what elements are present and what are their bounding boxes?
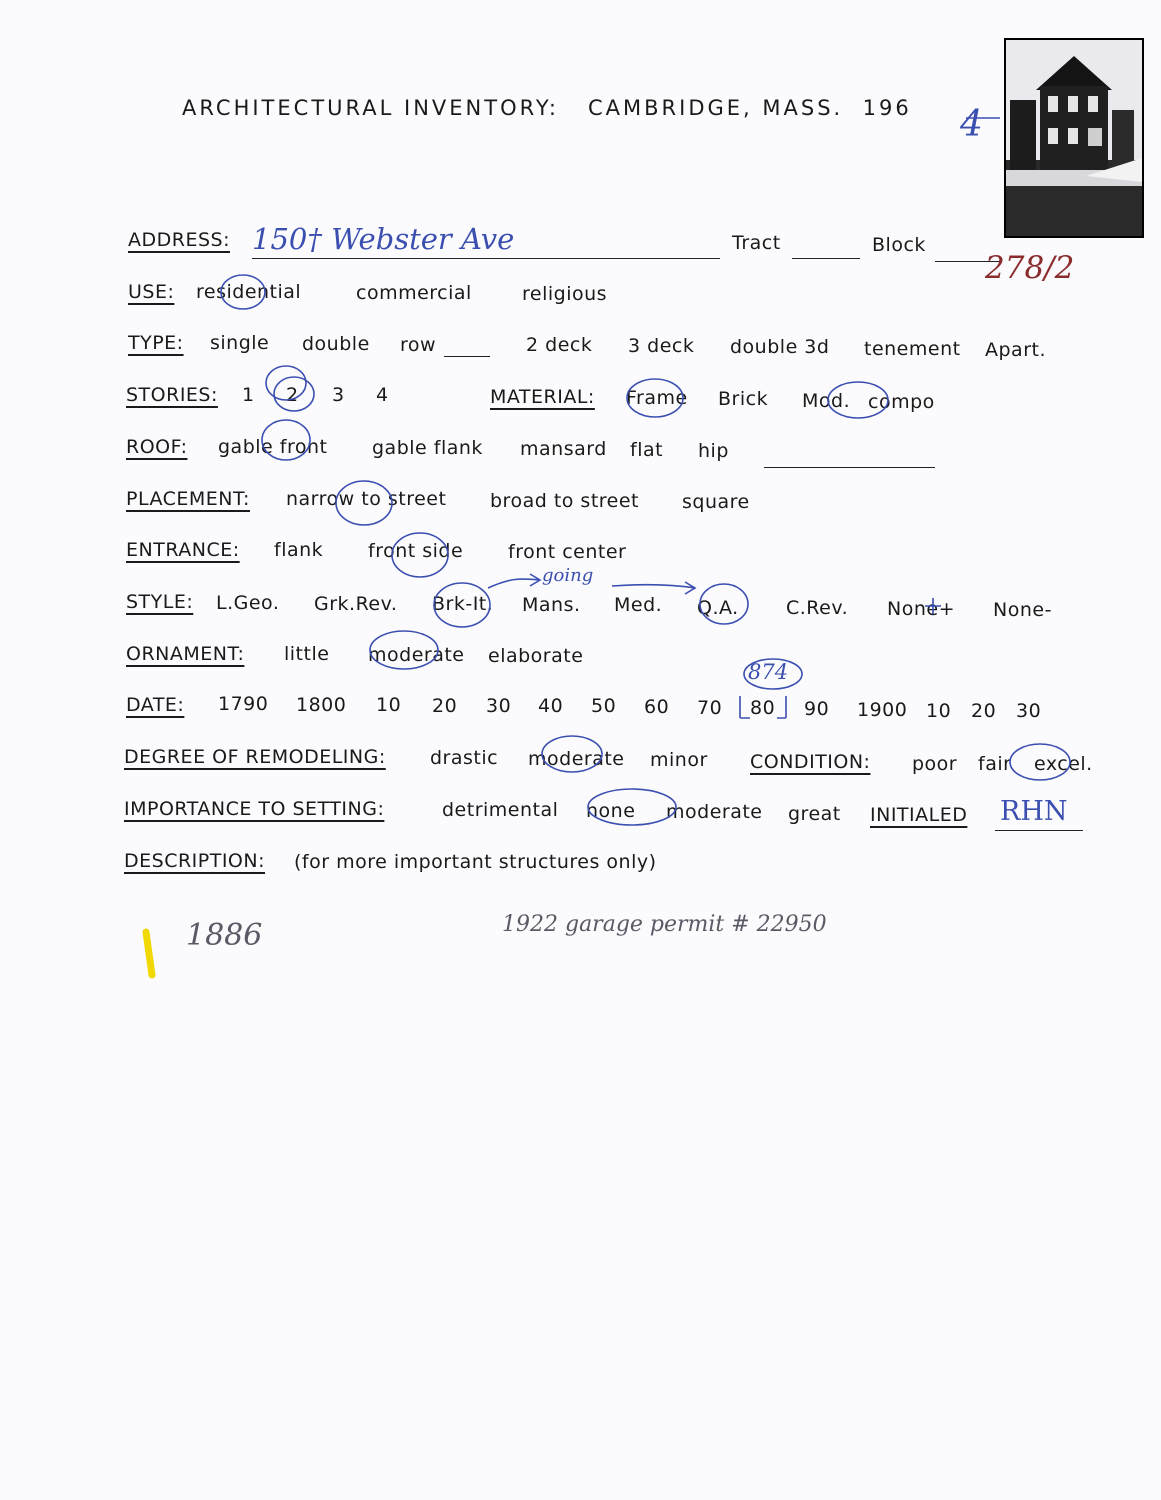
- remodeling-option-drastic: drastic: [430, 747, 499, 769]
- date-option-1790: 1790: [218, 693, 269, 715]
- style-label: STYLE:: [126, 591, 194, 613]
- remodeling-label: DEGREE OF REMODELING:: [124, 746, 386, 768]
- description-hand-permit: 1922 garage permit # 22950: [502, 912, 827, 937]
- roof-option-hip: hip: [698, 440, 729, 462]
- placement-option-square: square: [682, 491, 750, 513]
- entrance-option-front-side: front side: [368, 540, 464, 562]
- importance-option-moderate: moderate: [666, 801, 763, 823]
- entrance-option-front-center: front center: [508, 541, 627, 563]
- stories-option-4: 4: [376, 384, 389, 406]
- circle-qa: [700, 584, 748, 624]
- date-option-30a: 30: [486, 695, 512, 717]
- roof-option-gable-flank: gable flank: [372, 437, 483, 459]
- roof-option-mansard: mansard: [520, 438, 607, 460]
- initialed-value: RHN: [1000, 796, 1068, 827]
- type-option-tenement: tenement: [864, 338, 961, 360]
- circle-stories-2: [274, 377, 314, 411]
- initialed-label: INITIALED: [870, 804, 968, 826]
- style-option-qa: Q.A.: [697, 597, 739, 619]
- material-option-mod: Mod.: [802, 390, 851, 412]
- type-option-double3d: double 3d: [730, 336, 830, 358]
- tract-label: Tract: [732, 232, 781, 254]
- condition-label: CONDITION:: [750, 751, 871, 773]
- type-option-double: double: [302, 333, 370, 355]
- yellow-highlight-mark: [146, 932, 152, 975]
- roof-option-gable-front: gable front: [218, 436, 328, 458]
- circle-double: [266, 366, 306, 400]
- type-option-apart: Apart.: [985, 339, 1047, 361]
- importance-label: IMPORTANCE TO SETTING:: [124, 798, 385, 820]
- style-option-lgeo: L.Geo.: [216, 592, 280, 614]
- material-option-frame: Frame: [626, 387, 688, 409]
- description-label: DESCRIPTION:: [124, 850, 266, 872]
- stories-option-2: 2: [286, 384, 299, 406]
- form-city: CAMBRIDGE, MASS.: [588, 96, 844, 120]
- address-value: 150† Webster Ave: [252, 222, 515, 256]
- arrow-going-2: [612, 582, 695, 594]
- date-option-10b: 10: [926, 700, 952, 722]
- use-option-religious: religious: [522, 283, 608, 305]
- date-option-1900: 1900: [857, 699, 908, 721]
- block-label: Block: [872, 234, 926, 256]
- date-hand-note: 874: [748, 660, 789, 684]
- placement-option-narrow: narrow to street: [286, 488, 447, 510]
- date-option-80: 80: [750, 697, 776, 719]
- date-option-30b: 30: [1016, 700, 1042, 722]
- style-option-med: Med.: [614, 594, 663, 616]
- ornament-label: ORNAMENT:: [126, 643, 245, 665]
- importance-option-none: none: [586, 800, 636, 822]
- description-hand-year: 1886: [186, 918, 263, 953]
- style-option-crev: C.Rev.: [786, 597, 849, 619]
- style-hand-note: going: [542, 565, 594, 586]
- date-label: DATE:: [126, 694, 185, 716]
- type-option-2deck: 2 deck: [526, 334, 593, 356]
- ornament-option-moderate: moderate: [368, 644, 465, 666]
- date-option-20a: 20: [432, 695, 458, 717]
- date-option-1800: 1800: [296, 694, 347, 716]
- stories-label: STORIES:: [126, 384, 218, 406]
- circle-remodeling-moderate: [542, 736, 602, 772]
- material-option-brick: Brick: [718, 388, 769, 410]
- circle-brkit: [434, 583, 490, 627]
- remodeling-option-minor: minor: [650, 749, 708, 771]
- circle-narrow: [336, 481, 392, 525]
- circle-excel: [1010, 744, 1070, 780]
- material-option-compo: compo: [868, 391, 935, 413]
- date-option-90: 90: [804, 698, 830, 720]
- form-title-text: ARCHITECTURAL INVENTORY:: [182, 96, 559, 120]
- entrance-option-flank: flank: [274, 539, 324, 561]
- condition-option-poor: poor: [912, 753, 958, 775]
- type-option-single: single: [210, 332, 270, 354]
- style-option-grkrev: Grk.Rev.: [314, 593, 398, 615]
- block-value: 278/2: [985, 250, 1075, 286]
- circle-date-note: [744, 659, 802, 689]
- circle-none-moderate: [588, 789, 676, 825]
- date-option-70: 70: [697, 697, 723, 719]
- style-option-mans: Mans.: [522, 594, 581, 616]
- remodeling-option-moderate: moderate: [528, 748, 625, 770]
- circle-frame: [627, 379, 683, 417]
- stories-option-1: 1: [242, 384, 255, 406]
- ornament-option-elaborate: elaborate: [488, 645, 584, 667]
- circle-gable-front: [262, 420, 310, 460]
- form-year-prefix: 196: [862, 96, 912, 120]
- condition-option-excel: excel.: [1034, 753, 1093, 775]
- entrance-label: ENTRANCE:: [126, 539, 240, 561]
- roof-label: ROOF:: [126, 436, 188, 458]
- circle-front-side: [392, 533, 448, 577]
- description-note: (for more important structures only): [294, 851, 657, 873]
- type-option-row: row: [400, 334, 437, 356]
- roof-option-flat: flat: [630, 439, 664, 461]
- date-option-60: 60: [644, 696, 670, 718]
- ornament-option-little: little: [284, 643, 330, 665]
- type-option-3deck: 3 deck: [628, 335, 695, 357]
- importance-option-great: great: [788, 803, 841, 825]
- arrow-going-1: [488, 574, 540, 588]
- bracket-80: [740, 696, 786, 718]
- condition-option-fair: fair: [978, 753, 1012, 775]
- date-option-10a: 10: [376, 694, 402, 716]
- style-option-brkit: Brk-It.: [432, 593, 494, 615]
- style-option-none-minus: None-: [993, 599, 1052, 621]
- year-handwritten: 4: [960, 104, 983, 145]
- circle-residential: [221, 275, 265, 309]
- date-option-50: 50: [591, 695, 617, 717]
- importance-option-detrimental: detrimental: [442, 799, 559, 821]
- material-label: MATERIAL:: [490, 386, 595, 408]
- none-plus-mark: [925, 598, 941, 614]
- use-option-commercial: commercial: [356, 282, 472, 304]
- type-label: TYPE:: [128, 332, 184, 354]
- use-option-residential: residential: [196, 281, 302, 303]
- address-label: ADDRESS:: [128, 229, 230, 251]
- date-option-40: 40: [538, 695, 564, 717]
- date-option-20b: 20: [971, 700, 997, 722]
- circle-ornament-moderate: [370, 631, 438, 669]
- style-option-none-plus: None+: [887, 598, 955, 620]
- stories-option-3: 3: [332, 384, 345, 406]
- placement-option-broad: broad to street: [490, 490, 640, 512]
- use-label: USE:: [128, 281, 175, 303]
- circle-compo: [828, 382, 888, 418]
- placement-label: PLACEMENT:: [126, 488, 250, 510]
